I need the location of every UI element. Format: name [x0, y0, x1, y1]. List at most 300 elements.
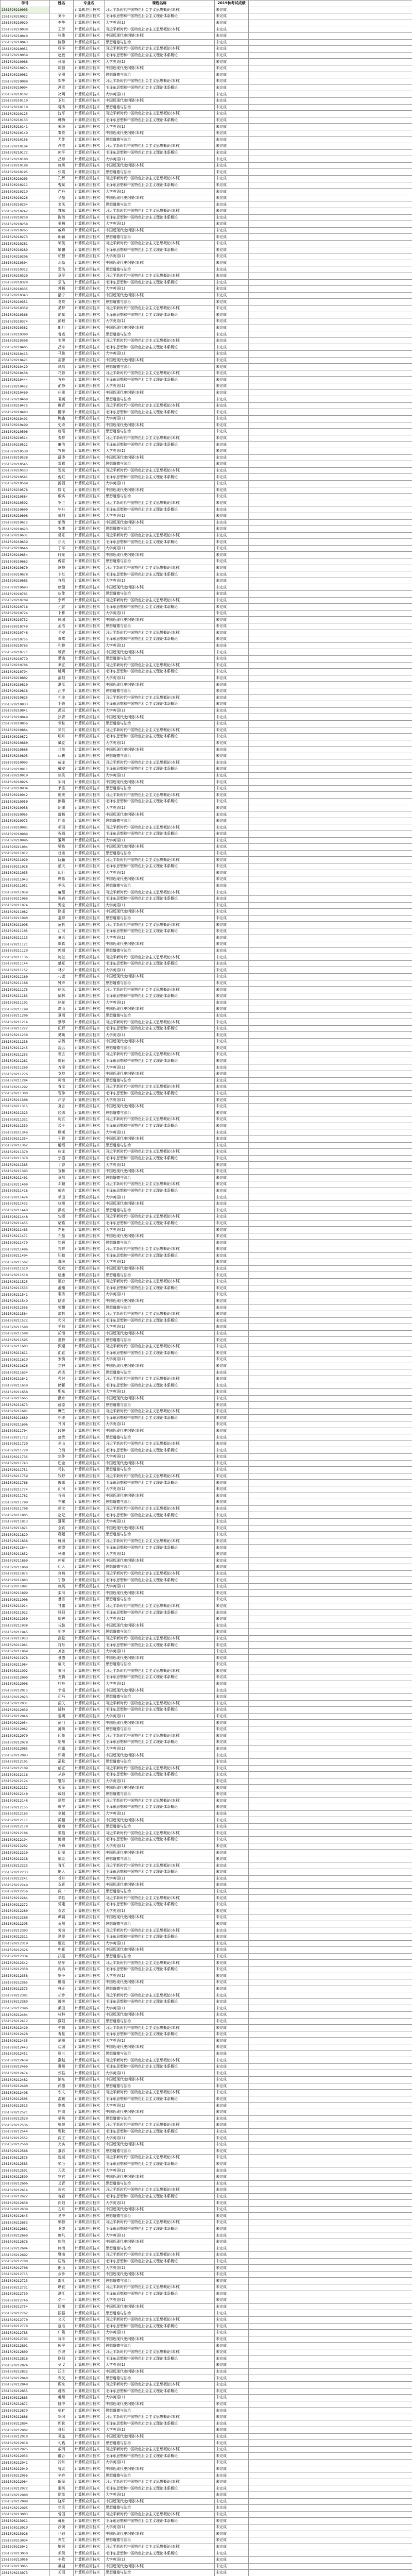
cell-student-id[interactable]: 2361020210022	[1, 13, 50, 20]
cell-status[interactable]: 未完成	[215, 1681, 249, 1687]
cell-status[interactable]: 未完成	[215, 2096, 249, 2103]
cell-major[interactable]: 计算机应用技术	[74, 1467, 105, 1473]
cell-name[interactable]: 习武	[50, 2167, 74, 2174]
cell-name[interactable]: 刘备	[50, 1648, 74, 1655]
cell-name[interactable]: 阮籍	[50, 857, 74, 863]
cell-student-id[interactable]: 2361020212918	[1, 2440, 50, 2447]
cell-major[interactable]: 计算机应用技术	[74, 1123, 105, 1129]
cell-student-id[interactable]: 2361020212941	[1, 2460, 50, 2466]
cell-student-id[interactable]: 2361020210180	[1, 156, 50, 163]
cell-major[interactable]: 计算机应用技术	[74, 1687, 105, 1694]
cell-empty[interactable]	[249, 1025, 412, 1032]
cell-major[interactable]: 计算机应用技术	[74, 1480, 105, 1486]
cell-status[interactable]: 未完成	[215, 1564, 249, 1571]
cell-major[interactable]: 计算机应用技术	[74, 1084, 105, 1091]
cell-student-id[interactable]: 2361020212062	[1, 1726, 50, 1733]
cell-student-id[interactable]: 2361020212233	[1, 1869, 50, 1876]
cell-status[interactable]: 未完成	[215, 494, 249, 500]
cell-course[interactable]: 毛泽东思想和中国特色社会主义理论体系概论	[105, 2063, 215, 2070]
cell-status[interactable]: 未完成	[215, 1856, 249, 1862]
cell-status[interactable]: 未完成	[215, 52, 249, 59]
cell-course[interactable]: 习近平新时代中国特色社会主义思想概论(本科)	[105, 2219, 215, 2226]
cell-status[interactable]: 未完成	[215, 182, 249, 189]
cell-empty[interactable]	[249, 2206, 412, 2213]
cell-course[interactable]: 大学英语(1)	[105, 1292, 215, 1298]
cell-student-id[interactable]: 2361020210639	[1, 539, 50, 546]
cell-status[interactable]: 未完成	[215, 1155, 249, 1162]
cell-empty[interactable]	[249, 1155, 412, 1162]
header-major[interactable]: 专业名	[74, 1, 105, 7]
cell-status[interactable]: 未完成	[215, 2070, 249, 2077]
cell-course[interactable]: 思想道德与法治	[105, 72, 215, 78]
cell-course[interactable]: 毛泽东思想和中国特色社会主义理论体系概论	[105, 2323, 215, 2330]
cell-status[interactable]: 未完成	[215, 980, 249, 987]
cell-course[interactable]: 毛泽东思想和中国特色社会主义理论体系概论	[105, 766, 215, 773]
cell-student-id[interactable]: 2361020211502	[1, 1259, 50, 1266]
cell-name[interactable]: 鲍鑫	[50, 416, 74, 422]
cell-name[interactable]: 家驹	[50, 1357, 74, 1363]
cell-name[interactable]: 贡嘎	[50, 1921, 74, 1927]
cell-course[interactable]: 毛泽东思想和中国特色社会主义理论体系概论	[105, 1058, 215, 1064]
cell-status[interactable]: 未完成	[215, 2440, 249, 2447]
cell-status[interactable]: 未完成	[215, 2148, 249, 2155]
cell-student-id[interactable]: 2361020212272	[1, 1901, 50, 1908]
cell-student-id[interactable]: 2361020211899	[1, 1590, 50, 1597]
cell-student-id[interactable]: 2361020212956	[1, 2472, 50, 2479]
cell-status[interactable]: 未完成	[215, 1998, 249, 2005]
cell-empty[interactable]	[249, 2505, 412, 2512]
cell-major[interactable]: 计算机应用技术	[74, 669, 105, 675]
cell-major[interactable]: 计算机应用技术	[74, 2440, 105, 2447]
cell-name[interactable]: 杜甫	[50, 850, 74, 857]
cell-student-id[interactable]: 2361020210701	[1, 591, 50, 598]
cell-major[interactable]: 计算机应用技术	[74, 642, 105, 649]
cell-name[interactable]: 伏羲	[50, 753, 74, 759]
cell-name[interactable]: 简单	[50, 2492, 74, 2499]
cell-major[interactable]: 计算机应用技术	[74, 947, 105, 954]
cell-major[interactable]: 计算机应用技术	[74, 610, 105, 617]
cell-name[interactable]: 乜斜	[50, 2531, 74, 2537]
cell-major[interactable]: 计算机应用技术	[74, 292, 105, 299]
cell-major[interactable]: 计算机应用技术	[74, 1090, 105, 1097]
cell-course[interactable]: 毛泽东思想和中国特色社会主义理论体系概论	[105, 2193, 215, 2200]
cell-course[interactable]: 思想道德与法治	[105, 753, 215, 759]
cell-major[interactable]: 计算机应用技术	[74, 2381, 105, 2388]
cell-major[interactable]: 计算机应用技术	[74, 1875, 105, 1882]
cell-name[interactable]: 曹斌	[50, 182, 74, 189]
cell-name[interactable]: 弘一	[50, 2297, 74, 2304]
cell-status[interactable]: 未完成	[215, 273, 249, 279]
cell-status[interactable]: 未完成	[215, 1330, 249, 1337]
cell-empty[interactable]	[249, 1039, 412, 1045]
cell-status[interactable]: 未完成	[215, 2038, 249, 2044]
cell-status[interactable]: 未完成	[215, 2563, 249, 2570]
cell-student-id[interactable]: 2361020212163	[1, 1810, 50, 1817]
cell-empty[interactable]	[249, 1460, 412, 1467]
cell-major[interactable]: 计算机应用技术	[74, 337, 105, 344]
cell-course[interactable]: 毛泽东思想和中国特色社会主义理论体系概论	[105, 409, 215, 416]
cell-major[interactable]: 计算机应用技术	[74, 1337, 105, 1344]
cell-course[interactable]: 毛泽东思想和中国特色社会主义理论体系概论	[105, 84, 215, 91]
cell-student-id[interactable]: 2361020210164	[1, 143, 50, 150]
cell-empty[interactable]	[249, 1408, 412, 1415]
cell-major[interactable]: 计算机应用技术	[74, 2135, 105, 2142]
cell-status[interactable]: 未完成	[215, 850, 249, 857]
cell-empty[interactable]	[249, 1927, 412, 1934]
cell-major[interactable]: 计算机应用技术	[74, 1745, 105, 1752]
cell-status[interactable]: 未完成	[215, 337, 249, 344]
cell-status[interactable]: 未完成	[215, 149, 249, 156]
cell-empty[interactable]	[249, 1168, 412, 1175]
cell-student-id[interactable]: 2361020211922	[1, 1609, 50, 1616]
cell-empty[interactable]	[249, 1726, 412, 1733]
cell-student-id[interactable]: 2361020210281	[1, 240, 50, 247]
cell-status[interactable]: 未完成	[215, 39, 249, 46]
cell-status[interactable]: 未完成	[215, 2161, 249, 2167]
cell-major[interactable]: 计算机应用技术	[74, 1662, 105, 1668]
cell-name[interactable]: 康健	[50, 584, 74, 591]
cell-student-id[interactable]: 2361020212910	[1, 2433, 50, 2440]
cell-major[interactable]: 计算机应用技术	[74, 1551, 105, 1557]
cell-major[interactable]: 计算机应用技术	[74, 1648, 105, 1655]
cell-empty[interactable]	[249, 111, 412, 117]
cell-course[interactable]: 中国近现代史纲要(本科)	[105, 1168, 215, 1175]
cell-empty[interactable]	[249, 922, 412, 928]
cell-status[interactable]: 未完成	[215, 2518, 249, 2524]
cell-empty[interactable]	[249, 467, 412, 474]
cell-student-id[interactable]: 2361020210320	[1, 273, 50, 279]
cell-course[interactable]: 思想道德与法治	[105, 2018, 215, 2025]
cell-course[interactable]: 中国近现代史纲要(本科)	[105, 1265, 215, 1272]
cell-major[interactable]: 计算机应用技术	[74, 2070, 105, 2077]
cell-status[interactable]: 未完成	[215, 1609, 249, 1616]
cell-major[interactable]: 计算机应用技术	[74, 2083, 105, 2090]
cell-empty[interactable]	[249, 91, 412, 98]
cell-course[interactable]: 中国近现代史纲要(本科)	[105, 2174, 215, 2180]
cell-status[interactable]: 未完成	[215, 176, 249, 182]
cell-major[interactable]: 计算机应用技术	[74, 1395, 105, 1402]
cell-major[interactable]: 计算机应用技术	[74, 111, 105, 117]
cell-student-id[interactable]: 2361020211798	[1, 1505, 50, 1512]
cell-status[interactable]: 未完成	[215, 669, 249, 675]
cell-course[interactable]: 习近平新时代中国特色社会主义思想概论(本科)	[105, 1700, 215, 1707]
cell-student-id[interactable]: 2361020212855	[1, 2388, 50, 2395]
cell-course[interactable]: 大学英语(1)	[105, 1064, 215, 1071]
cell-student-id[interactable]: 2361020210950	[1, 799, 50, 805]
cell-name[interactable]: 濮阳	[50, 2018, 74, 2025]
cell-course[interactable]: 思想道德与法治	[105, 1986, 215, 1992]
cell-course[interactable]: 中国近现代史纲要(本科)	[105, 617, 215, 623]
cell-course[interactable]: 习近平新时代中国特色社会主义思想概论(本科)	[105, 7, 215, 13]
cell-name[interactable]: 吉祥	[50, 1246, 74, 1253]
cell-major[interactable]: 计算机应用技术	[74, 2226, 105, 2232]
cell-student-id[interactable]: 2361020211510	[1, 1265, 50, 1272]
cell-status[interactable]: 未完成	[215, 1369, 249, 1376]
cell-status[interactable]: 未完成	[215, 1168, 249, 1175]
cell-major[interactable]: 计算机应用技术	[74, 1577, 105, 1584]
cell-name[interactable]: 纪律	[50, 805, 74, 811]
cell-status[interactable]: 未完成	[215, 1778, 249, 1785]
cell-empty[interactable]	[249, 1376, 412, 1382]
cell-status[interactable]: 未完成	[215, 2368, 249, 2375]
cell-student-id[interactable]: 2361020212778	[1, 2323, 50, 2330]
cell-empty[interactable]	[249, 1693, 412, 1700]
cell-empty[interactable]	[249, 2167, 412, 2174]
cell-empty[interactable]	[249, 2180, 412, 2187]
cell-name[interactable]: 杨洋	[50, 46, 74, 53]
cell-empty[interactable]	[249, 1921, 412, 1927]
cell-empty[interactable]	[249, 1084, 412, 1091]
cell-status[interactable]: 未完成	[215, 344, 249, 351]
cell-course[interactable]: 习近平新时代中国特色社会主义思想概论(本科)	[105, 954, 215, 961]
cell-empty[interactable]	[249, 2466, 412, 2472]
cell-course[interactable]: 毛泽东思想和中国特色社会主义理论体系概论	[105, 2518, 215, 2524]
cell-status[interactable]: 未完成	[215, 2381, 249, 2388]
cell-name[interactable]: 厉害	[50, 1616, 74, 1622]
cell-student-id[interactable]: 2361020211245	[1, 1045, 50, 1052]
cell-course[interactable]: 大学英语(1)	[105, 2232, 215, 2239]
cell-major[interactable]: 计算机应用技术	[74, 831, 105, 838]
cell-course[interactable]: 思想道德与法治	[105, 2440, 215, 2447]
cell-course[interactable]: 思想道德与法治	[105, 1758, 215, 1765]
cell-name[interactable]: 居然	[50, 2258, 74, 2265]
cell-empty[interactable]	[249, 2193, 412, 2200]
cell-major[interactable]: 计算机应用技术	[74, 20, 105, 26]
cell-name[interactable]: 慕容	[50, 2148, 74, 2155]
cell-empty[interactable]	[249, 1233, 412, 1240]
cell-name[interactable]: 栾川	[50, 1590, 74, 1597]
cell-status[interactable]: 未完成	[215, 286, 249, 293]
cell-major[interactable]: 计算机应用技术	[74, 824, 105, 831]
cell-status[interactable]: 未完成	[215, 2556, 249, 2563]
cell-status[interactable]: 未完成	[215, 2297, 249, 2304]
cell-name[interactable]: 蔡琴	[50, 1019, 74, 1026]
cell-status[interactable]: 未完成	[215, 2446, 249, 2453]
cell-student-id[interactable]: 2361020212256	[1, 1888, 50, 1895]
cell-name[interactable]: 邵阳	[50, 675, 74, 682]
cell-student-id[interactable]: 2361020210654	[1, 552, 50, 558]
cell-empty[interactable]	[249, 279, 412, 286]
cell-major[interactable]: 计算机应用技术	[74, 1622, 105, 1629]
cell-course[interactable]: 毛泽东思想和中国特色社会主义理论体系概论	[105, 1155, 215, 1162]
cell-status[interactable]: 未完成	[215, 779, 249, 786]
cell-empty[interactable]	[249, 974, 412, 980]
cell-major[interactable]: 计算机应用技术	[74, 2271, 105, 2278]
cell-empty[interactable]	[249, 59, 412, 65]
cell-major[interactable]: 计算机应用技术	[74, 2219, 105, 2226]
cell-course[interactable]: 思想道德与法治	[105, 2213, 215, 2219]
cell-student-id[interactable]: 2361020212179	[1, 1823, 50, 1830]
cell-major[interactable]: 计算机应用技术	[74, 2368, 105, 2375]
cell-major[interactable]: 计算机应用技术	[74, 1220, 105, 1227]
cell-course[interactable]: 大学英语(1)	[105, 1227, 215, 1233]
cell-major[interactable]: 计算机应用技术	[74, 1408, 105, 1415]
cell-major[interactable]: 计算机应用技术	[74, 402, 105, 409]
cell-student-id[interactable]: 2361020211113	[1, 935, 50, 941]
cell-major[interactable]: 计算机应用技术	[74, 870, 105, 876]
cell-name[interactable]: 鱼玄	[50, 2187, 74, 2194]
cell-course[interactable]: 习近平新时代中国特色社会主义思想概论(本科)	[105, 143, 215, 150]
cell-empty[interactable]	[249, 189, 412, 195]
cell-name[interactable]: 乐天	[50, 539, 74, 546]
cell-major[interactable]: 计算机应用技术	[74, 565, 105, 571]
cell-empty[interactable]	[249, 65, 412, 72]
cell-status[interactable]: 未完成	[215, 1953, 249, 1960]
cell-major[interactable]: 计算机应用技术	[74, 1259, 105, 1266]
cell-empty[interactable]	[249, 1278, 412, 1285]
cell-empty[interactable]	[249, 351, 412, 358]
cell-empty[interactable]	[249, 312, 412, 318]
cell-status[interactable]: 未完成	[215, 2291, 249, 2297]
cell-empty[interactable]	[249, 149, 412, 156]
cell-student-id[interactable]: 2361020212739	[1, 2291, 50, 2297]
cell-status[interactable]: 未完成	[215, 1843, 249, 1850]
cell-name[interactable]: 容若	[50, 2193, 74, 2200]
cell-course[interactable]: 大学英语(1)	[105, 480, 215, 487]
cell-major[interactable]: 计算机应用技术	[74, 72, 105, 78]
cell-course[interactable]: 毛泽东思想和中国特色社会主义理论体系概论	[105, 2096, 215, 2103]
cell-name[interactable]: 庞统	[50, 792, 74, 799]
cell-empty[interactable]	[249, 2291, 412, 2297]
cell-student-id[interactable]: 2361020212295	[1, 1921, 50, 1927]
cell-empty[interactable]	[249, 1194, 412, 1201]
cell-student-id[interactable]: 2361020211525	[1, 1278, 50, 1285]
cell-student-id[interactable]: 2361020210335	[1, 286, 50, 293]
cell-empty[interactable]	[249, 1142, 412, 1149]
cell-course[interactable]: 毛泽东思想和中国特色社会主义理论体系概论	[105, 247, 215, 253]
cell-course[interactable]: 毛泽东思想和中国特色社会主义理论体系概论	[105, 377, 215, 383]
cell-major[interactable]: 计算机应用技术	[74, 792, 105, 799]
cell-major[interactable]: 计算机应用技术	[74, 2550, 105, 2557]
cell-empty[interactable]	[249, 2063, 412, 2070]
cell-name[interactable]: 陈静	[50, 39, 74, 46]
cell-course[interactable]: 毛泽东思想和中国特色社会主义理论体系概论	[105, 571, 215, 578]
cell-empty[interactable]	[249, 2323, 412, 2330]
cell-name[interactable]: 舒畅	[50, 811, 74, 818]
cell-name[interactable]: 蓬莱	[50, 1518, 74, 1525]
cell-empty[interactable]	[249, 2433, 412, 2440]
cell-student-id[interactable]: 2361020213003	[1, 2511, 50, 2518]
cell-name[interactable]: 万里	[50, 1064, 74, 1071]
cell-major[interactable]: 计算机应用技术	[74, 2297, 105, 2304]
cell-course[interactable]: 习近平新时代中国特色社会主义思想概论(本科)	[105, 2316, 215, 2323]
cell-student-id[interactable]: 2361020210724	[1, 610, 50, 617]
cell-status[interactable]: 未完成	[215, 552, 249, 558]
cell-course[interactable]: 毛泽东思想和中国特色社会主义理论体系概论	[105, 2128, 215, 2135]
cell-name[interactable]: 席慕	[50, 876, 74, 883]
cell-status[interactable]: 未完成	[215, 694, 249, 701]
cell-empty[interactable]	[249, 818, 412, 824]
cell-course[interactable]: 大学英语(1)	[105, 935, 215, 941]
cell-student-id[interactable]: 2361020211829	[1, 1532, 50, 1538]
cell-student-id[interactable]: 2361020210029	[1, 20, 50, 26]
cell-course[interactable]: 中国近现代史纲要(本科)	[105, 2141, 215, 2148]
cell-student-id[interactable]: 2361020210051	[1, 46, 50, 53]
cell-major[interactable]: 计算机应用技术	[74, 2122, 105, 2129]
cell-major[interactable]: 计算机应用技术	[74, 1810, 105, 1817]
cell-course[interactable]: 大学英语(1)	[105, 2265, 215, 2272]
cell-name[interactable]: 丰收	[50, 2556, 74, 2563]
cell-major[interactable]: 计算机应用技术	[74, 1603, 105, 1609]
cell-course[interactable]: 中国近现代史纲要(本科)	[105, 162, 215, 169]
cell-student-id[interactable]: 2361020211440	[1, 1207, 50, 1214]
cell-name[interactable]: 于洋	[50, 545, 74, 552]
cell-name[interactable]: 史诗	[50, 422, 74, 429]
cell-course[interactable]: 毛泽东思想和中国特色社会主义理论体系概论	[105, 2420, 215, 2427]
cell-major[interactable]: 计算机应用技术	[74, 759, 105, 766]
cell-empty[interactable]	[249, 642, 412, 649]
cell-course[interactable]: 毛泽东思想和中国特色社会主义理论体系概论	[105, 1545, 215, 1551]
cell-course[interactable]: 习近平新时代中国特色社会主义思想概论(本科)	[105, 1862, 215, 1869]
cell-name[interactable]: 璩美	[50, 1998, 74, 2005]
cell-name[interactable]: 冀州	[50, 2063, 74, 2070]
cell-status[interactable]: 未完成	[215, 1188, 249, 1194]
cell-status[interactable]: 未完成	[215, 1428, 249, 1434]
cell-status[interactable]: 未完成	[215, 1603, 249, 1609]
cell-course[interactable]: 中国近现代史纲要(本科)	[105, 2401, 215, 2408]
cell-major[interactable]: 计算机应用技术	[74, 2472, 105, 2479]
cell-name[interactable]: 印象	[50, 1733, 74, 1739]
cell-student-id[interactable]: 2361020211300	[1, 1090, 50, 1097]
cell-course[interactable]: 大学英语(1)	[105, 1518, 215, 1525]
cell-major[interactable]: 计算机应用技术	[74, 1927, 105, 1934]
cell-empty[interactable]	[249, 1778, 412, 1785]
cell-empty[interactable]	[249, 2077, 412, 2083]
cell-course[interactable]: 思想道德与法治	[105, 1499, 215, 1506]
cell-course[interactable]: 习近平新时代中国特色社会主义思想概论(本科)	[105, 759, 215, 766]
cell-course[interactable]: 思想道德与法治	[105, 1207, 215, 1214]
cell-major[interactable]: 计算机应用技术	[74, 1499, 105, 1506]
cell-name[interactable]: 窦浩	[50, 266, 74, 273]
cell-empty[interactable]	[249, 753, 412, 759]
cell-student-id[interactable]: 2361020210545	[1, 461, 50, 468]
cell-major[interactable]: 计算机应用技术	[74, 526, 105, 533]
cell-student-id[interactable]: 2361020210343	[1, 292, 50, 299]
cell-student-id[interactable]: 2361020210483	[1, 409, 50, 416]
cell-name[interactable]: 狄青	[50, 714, 74, 721]
cell-name[interactable]: 扈三	[50, 2050, 74, 2057]
cell-major[interactable]: 计算机应用技术	[74, 2310, 105, 2317]
cell-major[interactable]: 计算机应用技术	[74, 844, 105, 851]
cell-empty[interactable]	[249, 799, 412, 805]
cell-status[interactable]: 未完成	[215, 857, 249, 863]
cell-student-id[interactable]: 2361020210732	[1, 617, 50, 623]
cell-status[interactable]: 未完成	[215, 467, 249, 474]
cell-course[interactable]: 习近平新时代中国特色社会主义思想概论(本科)	[105, 2414, 215, 2420]
cell-course[interactable]: 毛泽东思想和中国特色社会主义理论体系概论	[105, 928, 215, 935]
cell-student-id[interactable]: 2361020212155	[1, 1804, 50, 1811]
cell-status[interactable]: 未完成	[215, 675, 249, 682]
cell-empty[interactable]	[249, 1493, 412, 1499]
cell-major[interactable]: 计算机应用技术	[74, 850, 105, 857]
cell-empty[interactable]	[249, 221, 412, 228]
cell-name[interactable]: 盛夏	[50, 960, 74, 967]
cell-student-id[interactable]: 2361020211961	[1, 1642, 50, 1649]
cell-empty[interactable]	[249, 1518, 412, 1525]
cell-course[interactable]: 大学英语(1)	[105, 1616, 215, 1622]
cell-major[interactable]: 计算机应用技术	[74, 1421, 105, 1428]
cell-course[interactable]: 中国近现代史纲要(本科)	[105, 1460, 215, 1467]
cell-status[interactable]: 未完成	[215, 2505, 249, 2512]
cell-major[interactable]: 计算机应用技术	[74, 396, 105, 403]
cell-name[interactable]: 欧阳	[50, 2355, 74, 2362]
cell-empty[interactable]	[249, 2245, 412, 2252]
cell-major[interactable]: 计算机应用技术	[74, 189, 105, 195]
cell-name[interactable]: 山河	[50, 1486, 74, 1493]
cell-course[interactable]: 中国近现代史纲要(本科)	[105, 909, 215, 916]
cell-course[interactable]: 习近平新时代中国特色社会主义思想概论(本科)	[105, 532, 215, 539]
cell-major[interactable]: 计算机应用技术	[74, 227, 105, 234]
